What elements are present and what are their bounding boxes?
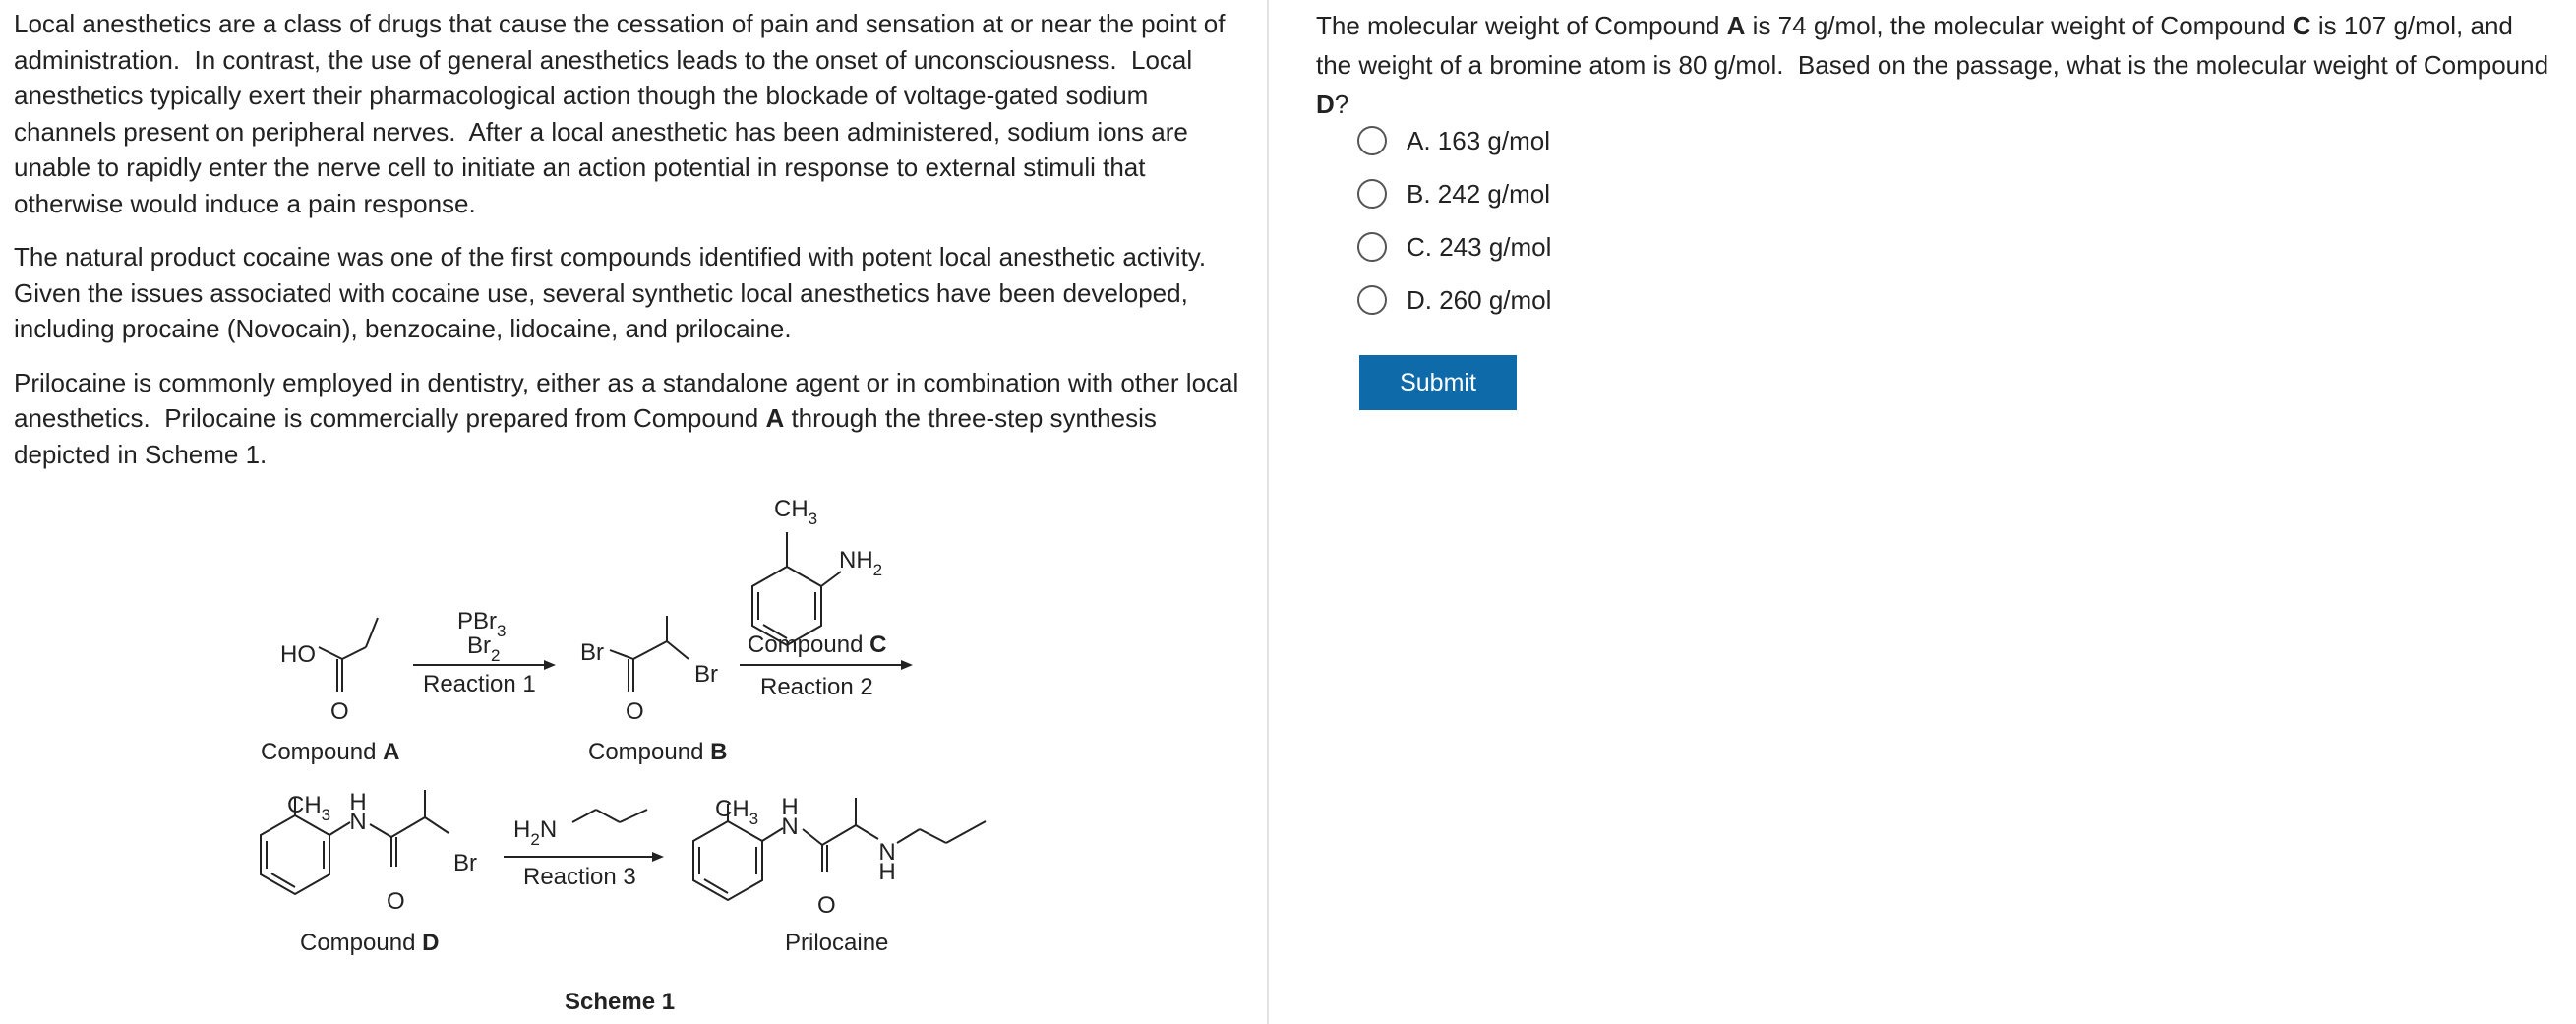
passage-paragraph-1: Local anesthetics are a class of drugs that cause the cessation of pain and sensation at or near the point of administration. In contrast, the use of general anesthetics leads to the onset of unconsciousness. Local anesthetics typically exert their pharmacological action though the blockade of voltage-gated sodium channels present on peripheral nerves. After a local anesthetic has been administered, sodium ions are unable to rapidly enter the nerve cell to initiate an action potential in response to external stimuli that otherwise would induce a pain response. xyxy=(14,9,1232,218)
nh-h-label: H xyxy=(781,794,799,820)
nh-n-label: N xyxy=(781,813,799,840)
subscript-3: 3 xyxy=(321,806,331,824)
passage-paragraph-3 xyxy=(14,365,1246,473)
choice-label: C. 243 g/mol xyxy=(1407,231,1552,262)
passage-text: Prilocaine is commonly employed in dentistry, either as a standalone agent or in combination with other local anesthetics. Prilocaine is commercially prepared from Compound xyxy=(14,367,1246,433)
subscript-2: 2 xyxy=(530,830,540,849)
compound-d-ref: D xyxy=(1316,90,1335,119)
submit-button[interactable]: Submit xyxy=(1359,355,1517,410)
subscript-3: 3 xyxy=(497,622,507,640)
question-text xyxy=(1316,6,2555,124)
passage-text: through the three-step synthesis depicted in Scheme 1. xyxy=(14,403,1165,469)
n-text: N xyxy=(539,816,558,843)
nh2-label xyxy=(839,547,882,579)
choice-label: D. 260 g/mol xyxy=(1407,284,1552,315)
h2n-label xyxy=(513,816,557,849)
choice-label: A. 163 g/mol xyxy=(1407,125,1550,155)
choice-label: B. 242 g/mol xyxy=(1407,178,1550,209)
br-text: Br xyxy=(467,632,491,659)
nh-h-label: H xyxy=(349,789,367,815)
compound-c-label xyxy=(748,632,886,658)
reaction-1-label: Reaction 1 xyxy=(423,671,536,697)
nh-n-label: N xyxy=(349,809,367,835)
ch-text: CH xyxy=(287,792,322,818)
compound-a-letter: A xyxy=(383,739,400,765)
compound-d-label xyxy=(300,930,439,956)
compound-b-prefix: Compound xyxy=(588,739,711,765)
answer-choices xyxy=(1357,114,1551,327)
question-fragment: ? xyxy=(1334,90,1349,119)
br2-label xyxy=(467,632,500,665)
ch3-label xyxy=(774,496,817,528)
br-label: Br xyxy=(580,639,604,666)
radio-button[interactable] xyxy=(1357,126,1387,155)
subscript-3: 3 xyxy=(749,810,759,828)
compound-a-label xyxy=(261,739,399,765)
compound-c-ref: C xyxy=(2292,11,2311,40)
oxygen-label: O xyxy=(626,698,644,725)
compound-a-ref: A xyxy=(765,403,785,433)
question-fragment: is 74 g/mol, the molecular weight of Compound xyxy=(1745,11,2293,40)
question-fragment: is 107 g/mol, and the weight of a bromine atom is 80 g/mol. Based on the passage, what is the molecular weight of Compound xyxy=(1316,11,2556,80)
compound-c-letter: C xyxy=(869,632,887,658)
amine-n-label: N xyxy=(878,839,896,866)
compound-b-label xyxy=(588,739,727,765)
reaction-3-label: Reaction 3 xyxy=(523,864,636,890)
radio-button[interactable] xyxy=(1357,232,1387,262)
compound-c-prefix: Compound xyxy=(748,632,870,658)
ch-text: CH xyxy=(774,496,809,522)
choice-b[interactable] xyxy=(1357,167,1551,220)
h-text: H xyxy=(513,816,531,843)
oxygen-label: O xyxy=(817,892,836,919)
radio-button[interactable] xyxy=(1357,285,1387,315)
compound-d-letter: D xyxy=(422,930,440,956)
compound-a-ref: A xyxy=(1726,11,1746,40)
subscript-2: 2 xyxy=(491,646,501,665)
subscript-3: 3 xyxy=(808,510,818,528)
br-label: Br xyxy=(453,850,477,876)
passage xyxy=(14,6,1246,490)
prilocaine-label: Prilocaine xyxy=(785,930,889,956)
ho-label: HO xyxy=(280,641,316,668)
compound-a-prefix: Compound xyxy=(261,739,384,765)
br-label: Br xyxy=(694,661,718,688)
choice-a[interactable] xyxy=(1357,114,1551,167)
compound-d-prefix: Compound xyxy=(300,930,423,956)
pbr-text: PBr xyxy=(457,608,498,634)
choice-c[interactable] xyxy=(1357,220,1551,273)
question-fragment: The molecular weight of Compound xyxy=(1316,11,1727,40)
ch-text: CH xyxy=(715,796,749,822)
oxygen-label: O xyxy=(330,698,349,725)
passage-paragraph-2: The natural product cocaine was one of the first compounds identified with potent local anesthetic activity. Given the issues associated with cocaine use, several synthetic local anesthetics have been developed, including procaine (Novocain), benzocaine, lidocaine, and prilocaine. xyxy=(14,242,1221,343)
ch3-label xyxy=(287,792,330,824)
subscript-2: 2 xyxy=(872,561,883,579)
choice-d[interactable] xyxy=(1357,273,1551,327)
amine-h-label: H xyxy=(878,859,896,885)
nh-text: NH xyxy=(839,547,873,573)
oxygen-label: O xyxy=(387,888,405,915)
ch3-label xyxy=(715,796,758,828)
scheme-1-figure xyxy=(0,473,1269,1024)
passage-panel xyxy=(0,0,1269,1024)
compound-b-letter: B xyxy=(710,739,728,765)
radio-button[interactable] xyxy=(1357,179,1387,209)
scheme-caption: Scheme 1 xyxy=(565,989,676,1015)
reaction-2-label: Reaction 2 xyxy=(760,674,873,700)
